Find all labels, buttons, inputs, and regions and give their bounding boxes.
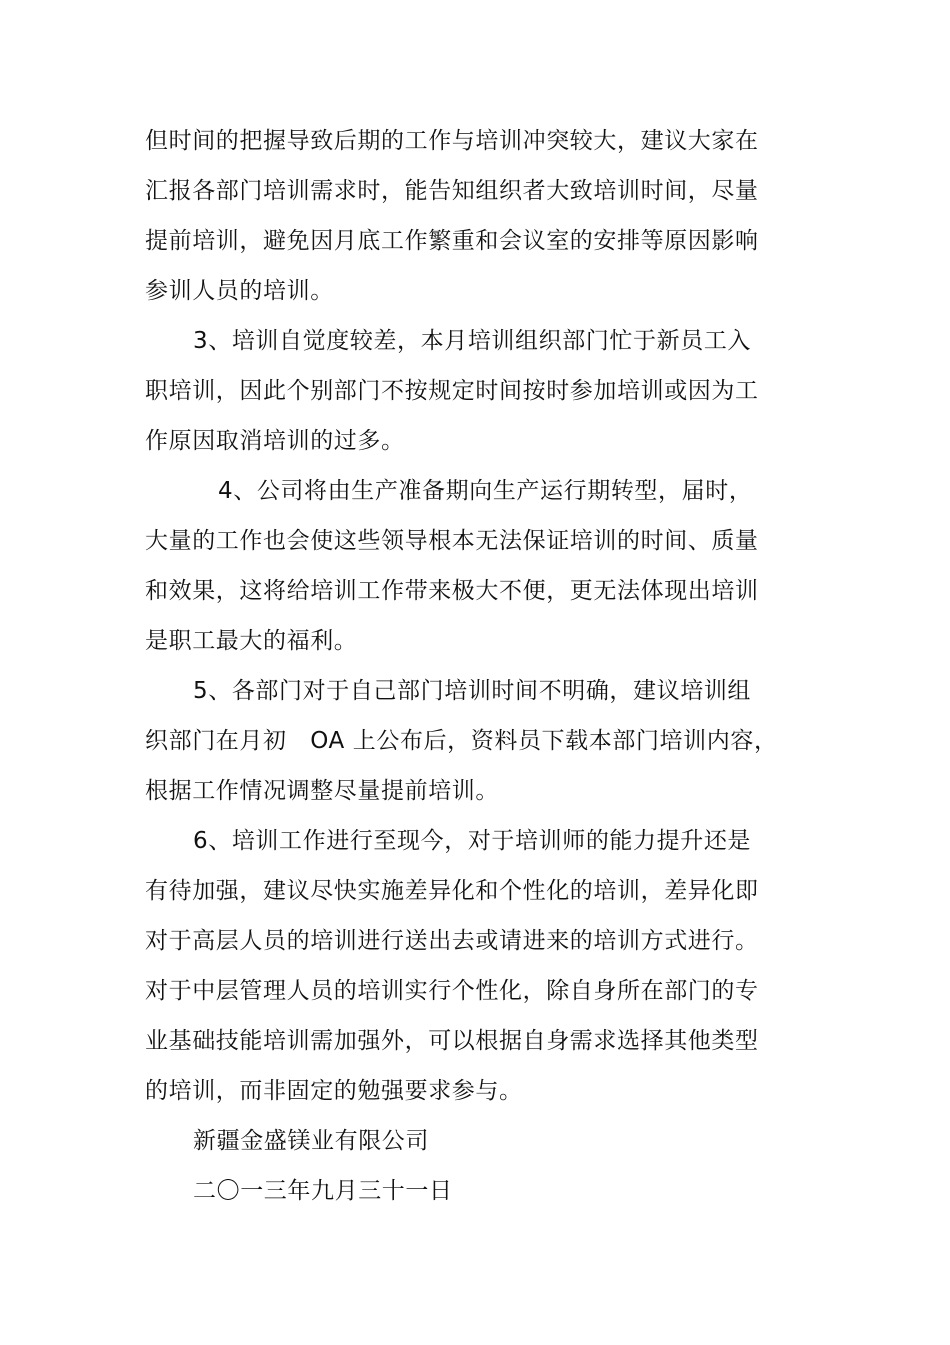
paragraph-line: 4、公司将由生产准备期向生产运行期转型，届时， [218,478,753,504]
paragraph-line: 有待加强，建议尽快实施差异化和个性化的培训，差异化即 [145,878,759,904]
signature-date: 二〇一三年九月三十一日 [193,1178,453,1204]
paragraph-line: 作原因取消培训的过多。 [145,428,405,454]
paragraph-line: 对于高层人员的培训进行送出去或请进来的培训方式进行。 [145,928,759,954]
paragraph-line: 业基础技能培训需加强外，可以根据自身需求选择其他类型 [145,1028,759,1054]
paragraph-line: 5、各部门对于自己部门培训时间不明确，建议培训组 [193,678,752,704]
paragraph-line: 大量的工作也会使这些领导根本无法保证培训的时间、质量 [145,528,759,554]
paragraph-line: 织部门在月初 OA 上公布后，资料员下载本部门培训内容， [145,728,778,754]
paragraph-line: 提前培训，避免因月底工作繁重和会议室的安排等原因影响 [145,228,759,254]
paragraph-line: 6、培训工作进行至现今，对于培训师的能力提升还是 [193,828,752,854]
paragraph-line: 对于中层管理人员的培训实行个性化，除自身所在部门的专 [145,978,759,1004]
signature-company: 新疆金盛镁业有限公司 [193,1128,429,1154]
paragraph-line: 根据工作情况调整尽量提前培训。 [145,778,499,804]
paragraph-line: 汇报各部门培训需求时，能告知组织者大致培训时间，尽量 [145,178,759,204]
paragraph-line: 和效果，这将给培训工作带来极大不便，更无法体现出培训 [145,578,759,604]
paragraph-line: 参训人员的培训。 [145,278,334,304]
paragraph-line: 职培训，因此个别部门不按规定时间按时参加培训或因为工 [145,378,759,404]
paragraph-line: 的培训，而非固定的勉强要求参与。 [145,1078,523,1104]
paragraph-line: 但时间的把握导致后期的工作与培训冲突较大，建议大家在 [145,128,759,154]
paragraph-line: 3、培训自觉度较差，本月培训组织部门忙于新员工入 [193,328,752,354]
paragraph-line: 是职工最大的福利。 [145,628,358,654]
